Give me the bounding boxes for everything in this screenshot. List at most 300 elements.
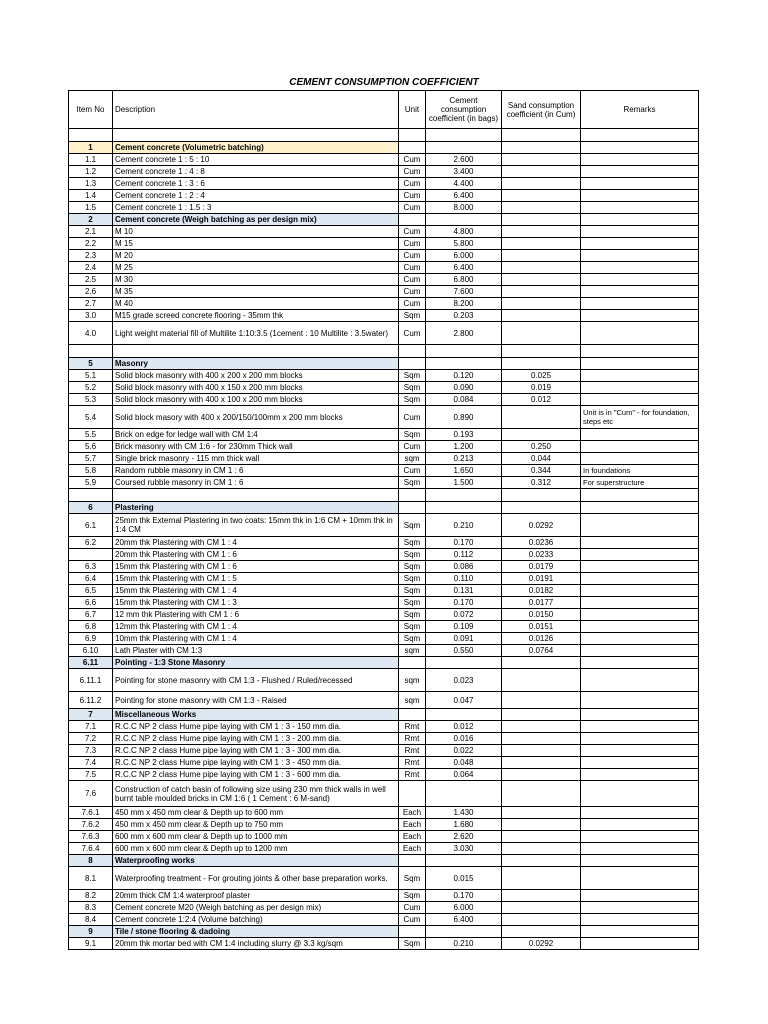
- cell-description: M15 grade screed concrete flooring - 35mm thk: [113, 310, 399, 322]
- cell-remarks: [581, 669, 699, 692]
- table-row: [69, 477, 699, 489]
- cell-item-no: 8.3: [69, 902, 113, 914]
- cell-unit: Sqm: [399, 394, 426, 406]
- table-row: [69, 226, 699, 238]
- cell-item-no: 5.6: [69, 441, 113, 453]
- cell-sand: [502, 926, 581, 938]
- cell-unit: Cum: [399, 166, 426, 178]
- cell-item-no: 6.1: [69, 514, 113, 537]
- cell-unit: Cum: [399, 298, 426, 310]
- cell-cement: 0.890: [426, 406, 502, 429]
- cell-item-no: 6.2: [69, 537, 113, 549]
- cell-description: M 15: [113, 238, 399, 250]
- table-row: [69, 831, 699, 843]
- cell-sand: [502, 855, 581, 867]
- table-row: [69, 250, 699, 262]
- cell-cement: 1.680: [426, 819, 502, 831]
- cell-item-no: 2.2: [69, 238, 113, 250]
- cell-item-no: 8.2: [69, 890, 113, 902]
- table-row: [69, 537, 699, 549]
- cell-item-no: 5.1: [69, 370, 113, 382]
- table-row: [69, 902, 699, 914]
- cell-cement: 0.090: [426, 382, 502, 394]
- cell-remarks: [581, 370, 699, 382]
- table-row: [69, 585, 699, 597]
- cell-unit: Cum: [399, 406, 426, 429]
- cell-description: Cement concrete 1 : 1.5 : 3: [113, 202, 399, 214]
- cell-description: 15mm thk Plastering with CM 1 : 5: [113, 573, 399, 585]
- cell-description: 450 mm x 450 mm clear & Depth up to 600 mm: [113, 807, 399, 819]
- cell-sand: [502, 902, 581, 914]
- cell-unit: Sqm: [399, 382, 426, 394]
- cell-item-no: 7.6.2: [69, 819, 113, 831]
- cell-sand: 0.0150: [502, 609, 581, 621]
- cell-description: 20mm thk mortar bed with CM 1:4 including slurry @ 3.3 kg/sqm: [113, 938, 399, 950]
- section-row: [69, 657, 699, 669]
- sheet-title: CEMENT CONSUMPTION COEFFICIENT: [289, 77, 479, 88]
- cell-unit: Each: [399, 831, 426, 843]
- cell-remarks: [581, 645, 699, 657]
- cell-sand: [502, 757, 581, 769]
- cell-description: 10mm thk Plastering with CM 1 : 4: [113, 633, 399, 645]
- cell-cement: 6.400: [426, 190, 502, 202]
- cell-cement: 0.048: [426, 757, 502, 769]
- cell-cement: 1.200: [426, 441, 502, 453]
- table-row: [69, 453, 699, 465]
- cell-cement: 8.000: [426, 202, 502, 214]
- cell-description: Lath Plaster with CM 1:3: [113, 645, 399, 657]
- table-row: [69, 310, 699, 322]
- cell-remarks: [581, 867, 699, 890]
- spacer-row: [69, 489, 699, 502]
- cell-item-no: 5.9: [69, 477, 113, 489]
- cell-remarks: [581, 819, 699, 831]
- cell-unit: [399, 129, 426, 142]
- cell-item-no: 7.1: [69, 721, 113, 733]
- cell-item-no: 7.6.1: [69, 807, 113, 819]
- cell-description: [113, 129, 399, 142]
- table-row: [69, 190, 699, 202]
- table-row: [69, 819, 699, 831]
- cell-sand: [502, 669, 581, 692]
- cell-unit: Sqm: [399, 514, 426, 537]
- cell-description: 15mm thk Plastering with CM 1 : 4: [113, 585, 399, 597]
- cell-item-no: 3.0: [69, 310, 113, 322]
- cell-sand: [502, 831, 581, 843]
- cell-sand: 0.025: [502, 370, 581, 382]
- cell-item-no: 2: [69, 214, 113, 226]
- cell-remarks: [581, 514, 699, 537]
- cell-cement: [426, 214, 502, 226]
- cell-unit: Sqm: [399, 429, 426, 441]
- table-row: [69, 745, 699, 757]
- cell-cement: 6.400: [426, 914, 502, 926]
- cell-item-no: 2.6: [69, 286, 113, 298]
- cell-remarks: [581, 429, 699, 441]
- cell-remarks: [581, 345, 699, 358]
- cell-unit: Each: [399, 807, 426, 819]
- cell-remarks: [581, 453, 699, 465]
- cell-unit: Rmt: [399, 721, 426, 733]
- cell-cement: 7.600: [426, 286, 502, 298]
- cell-sand: [502, 214, 581, 226]
- coefficient-table: [68, 90, 699, 950]
- cell-description: Cement concrete 1:2:4 (Volume batching): [113, 914, 399, 926]
- cell-description: Solid block masonry with 400 x 150 x 200 mm blocks: [113, 382, 399, 394]
- cell-description: Pointing for stone masonry with CM 1:3 - Raised: [113, 692, 399, 709]
- cell-item-no: 6.11: [69, 657, 113, 669]
- cell-unit: [399, 926, 426, 938]
- cell-item-no: 5.3: [69, 394, 113, 406]
- cell-item-no: 1.1: [69, 154, 113, 166]
- cell-remarks: [581, 843, 699, 855]
- cell-sand: [502, 166, 581, 178]
- cell-item-no: [69, 345, 113, 358]
- cell-item-no: 6.4: [69, 573, 113, 585]
- cell-unit: Cum: [399, 274, 426, 286]
- cell-remarks: [581, 262, 699, 274]
- cell-description: 20mm thk Plastering with CM 1 : 6: [113, 549, 399, 561]
- cell-description: R.C.C NP 2 class Hume pipe laying with CM 1 : 3 - 150 mm dia.: [113, 721, 399, 733]
- cell-item-no: 9: [69, 926, 113, 938]
- cell-item-no: 6.3: [69, 561, 113, 573]
- cell-unit: [399, 214, 426, 226]
- cell-cement: 0.170: [426, 597, 502, 609]
- table-row: [69, 609, 699, 621]
- header-row: [69, 91, 699, 129]
- cell-sand: [502, 914, 581, 926]
- table-row: [69, 286, 699, 298]
- cell-description: Pointing for stone masonry with CM 1:3 - Flushed / Ruled/recessed: [113, 669, 399, 692]
- cell-remarks: [581, 250, 699, 262]
- cell-item-no: 5.4: [69, 406, 113, 429]
- section-row: [69, 214, 699, 226]
- cell-unit: Cum: [399, 902, 426, 914]
- header-remarks: Remarks: [581, 91, 699, 129]
- cell-sand: 0.312: [502, 477, 581, 489]
- cell-unit: sqm: [399, 692, 426, 709]
- cell-description: Miscellaneous Works: [113, 709, 399, 721]
- cell-cement: 0.086: [426, 561, 502, 573]
- cell-cement: [426, 502, 502, 514]
- cell-unit: Rmt: [399, 757, 426, 769]
- cell-description: M 20: [113, 250, 399, 262]
- section-row: [69, 709, 699, 721]
- cell-cement: 4.800: [426, 226, 502, 238]
- table-row: [69, 441, 699, 453]
- cell-remarks: [581, 769, 699, 781]
- cell-item-no: 1.3: [69, 178, 113, 190]
- cell-remarks: [581, 298, 699, 310]
- cell-unit: Cum: [399, 178, 426, 190]
- cell-description: 600 mm x 600 mm clear & Depth up to 1000 mm: [113, 831, 399, 843]
- table-row: [69, 202, 699, 214]
- table-row: [69, 633, 699, 645]
- header-sand-coefficient: Sand consumption coefficient (in Cum): [502, 91, 581, 129]
- cell-cement: 4.400: [426, 178, 502, 190]
- cell-remarks: [581, 745, 699, 757]
- cell-remarks: [581, 274, 699, 286]
- cell-remarks: [581, 692, 699, 709]
- cell-item-no: 1.5: [69, 202, 113, 214]
- cell-item-no: 9.1: [69, 938, 113, 950]
- cell-unit: Sqm: [399, 370, 426, 382]
- cell-item-no: [69, 549, 113, 561]
- cell-description: Cement concrete M20 (Weigh batching as per design mix): [113, 902, 399, 914]
- cell-sand: [502, 807, 581, 819]
- cell-item-no: 7.6: [69, 781, 113, 807]
- table-body: [69, 129, 699, 950]
- cell-item-no: 6.11.2: [69, 692, 113, 709]
- table-row: [69, 733, 699, 745]
- cell-remarks: [581, 721, 699, 733]
- cell-remarks: [581, 609, 699, 621]
- cell-description: Masonry: [113, 358, 399, 370]
- cell-cement: 0.012: [426, 721, 502, 733]
- cell-unit: Sqm: [399, 609, 426, 621]
- cell-cement: [426, 489, 502, 502]
- cell-sand: [502, 657, 581, 669]
- cell-unit: Cum: [399, 226, 426, 238]
- cell-description: R.C.C NP 2 class Hume pipe laying with CM 1 : 3 - 600 mm dia.: [113, 769, 399, 781]
- cell-cement: [426, 358, 502, 370]
- cell-unit: Rmt: [399, 745, 426, 757]
- section-row: [69, 926, 699, 938]
- cell-unit: Sqm: [399, 633, 426, 645]
- cell-sand: [502, 781, 581, 807]
- table-row: [69, 769, 699, 781]
- cell-cement: [426, 345, 502, 358]
- cell-sand: [502, 358, 581, 370]
- cell-description: Solid block masory with 400 x 200/150/100mm x 200 mm blocks: [113, 406, 399, 429]
- cell-remarks: [581, 226, 699, 238]
- cell-description: Waterproofing treatment - For grouting joints & other base preparation works.: [113, 867, 399, 890]
- cell-description: [113, 345, 399, 358]
- cell-item-no: 1.2: [69, 166, 113, 178]
- table-row: [69, 514, 699, 537]
- cell-item-no: 6.9: [69, 633, 113, 645]
- cell-unit: [399, 489, 426, 502]
- cell-item-no: 2.5: [69, 274, 113, 286]
- table-row: [69, 721, 699, 733]
- table-row: [69, 429, 699, 441]
- cell-cement: 0.210: [426, 514, 502, 537]
- cell-item-no: 1.4: [69, 190, 113, 202]
- table-row: [69, 154, 699, 166]
- cell-unit: Sqm: [399, 537, 426, 549]
- cell-item-no: 5.8: [69, 465, 113, 477]
- cell-description: 600 mm x 600 mm clear & Depth up to 1200 mm: [113, 843, 399, 855]
- cell-remarks: [581, 382, 699, 394]
- cell-remarks: [581, 781, 699, 807]
- cell-description: 20mm thk Plastering with CM 1 : 4: [113, 537, 399, 549]
- cell-unit: Cum: [399, 441, 426, 453]
- cell-sand: 0.0236: [502, 537, 581, 549]
- cell-unit: [399, 358, 426, 370]
- cell-unit: Sqm: [399, 561, 426, 573]
- cell-description: Plastering: [113, 502, 399, 514]
- cell-remarks: [581, 757, 699, 769]
- table-row: [69, 938, 699, 950]
- table-row: [69, 573, 699, 585]
- cell-cement: 0.084: [426, 394, 502, 406]
- cell-sand: [502, 190, 581, 202]
- cell-item-no: 5: [69, 358, 113, 370]
- table-row: [69, 621, 699, 633]
- header-unit: Unit: [399, 91, 426, 129]
- table-row: [69, 274, 699, 286]
- cell-item-no: 6: [69, 502, 113, 514]
- cell-description: Solid block masonry with 400 x 200 x 200 mm blocks: [113, 370, 399, 382]
- cell-item-no: 2.4: [69, 262, 113, 274]
- cell-description: Brick masonry with CM 1:6 - for 230mm Thick wall: [113, 441, 399, 453]
- cell-unit: Cum: [399, 190, 426, 202]
- cell-description: Light weight material fill of Multilite 1:10:3.5 (1cement : 10 Multilite : 3.5water): [113, 322, 399, 345]
- cell-item-no: 5.5: [69, 429, 113, 441]
- cell-sand: 0.344: [502, 465, 581, 477]
- cell-unit: Sqm: [399, 621, 426, 633]
- table-row: [69, 867, 699, 890]
- cell-cement: [426, 855, 502, 867]
- cell-remarks: [581, 585, 699, 597]
- cell-cement: [426, 709, 502, 721]
- cell-description: Solid block masonry with 400 x 100 x 200 mm blocks: [113, 394, 399, 406]
- cell-item-no: 6.8: [69, 621, 113, 633]
- cell-cement: 0.064: [426, 769, 502, 781]
- cell-cement: 0.213: [426, 453, 502, 465]
- cell-unit: [399, 781, 426, 807]
- cell-sand: 0.0292: [502, 514, 581, 537]
- cell-description: M 35: [113, 286, 399, 298]
- cell-unit: Sqm: [399, 573, 426, 585]
- cell-description: 25mm thk External Plastering in two coats: 15mm thk in 1:6 CM + 10mm thk in 1:4 CM: [113, 514, 399, 537]
- cell-cement: 1.650: [426, 465, 502, 477]
- cell-remarks: [581, 855, 699, 867]
- cell-cement: 1.430: [426, 807, 502, 819]
- cell-item-no: 2.7: [69, 298, 113, 310]
- cell-sand: 0.0292: [502, 938, 581, 950]
- cell-item-no: 2.3: [69, 250, 113, 262]
- table-row: [69, 262, 699, 274]
- cell-cement: 0.203: [426, 310, 502, 322]
- cell-remarks: [581, 142, 699, 154]
- cell-description: Cement concrete 1 : 3 : 6: [113, 178, 399, 190]
- cell-item-no: 6.5: [69, 585, 113, 597]
- cell-item-no: [69, 129, 113, 142]
- cell-item-no: 7.6.3: [69, 831, 113, 843]
- cell-sand: 0.0182: [502, 585, 581, 597]
- cell-cement: 0.120: [426, 370, 502, 382]
- cell-remarks: [581, 322, 699, 345]
- cell-cement: 0.016: [426, 733, 502, 745]
- table-row: [69, 692, 699, 709]
- cell-description: M 10: [113, 226, 399, 238]
- section-row: [69, 855, 699, 867]
- cell-description: 450 mm x 450 mm clear & Depth up to 750 mm: [113, 819, 399, 831]
- cell-item-no: 5.2: [69, 382, 113, 394]
- cell-remarks: [581, 549, 699, 561]
- cell-sand: [502, 692, 581, 709]
- cell-item-no: 7.4: [69, 757, 113, 769]
- cell-description: Coursed rubble masonry in CM 1 : 6: [113, 477, 399, 489]
- cell-unit: sqm: [399, 645, 426, 657]
- cell-unit: Cum: [399, 238, 426, 250]
- cell-item-no: 2.1: [69, 226, 113, 238]
- cell-sand: 0.0126: [502, 633, 581, 645]
- cell-item-no: 8.1: [69, 867, 113, 890]
- cell-remarks: [581, 154, 699, 166]
- table-row: [69, 669, 699, 692]
- table-row: [69, 394, 699, 406]
- cell-cement: 0.210: [426, 938, 502, 950]
- cell-item-no: 7.3: [69, 745, 113, 757]
- cell-item-no: 7: [69, 709, 113, 721]
- table-row: [69, 370, 699, 382]
- cell-sand: [502, 406, 581, 429]
- cell-sand: [502, 154, 581, 166]
- table-row: [69, 238, 699, 250]
- table-row: [69, 890, 699, 902]
- cell-item-no: 6.6: [69, 597, 113, 609]
- cell-description: Tile / stone flooring & dadoing: [113, 926, 399, 938]
- cell-unit: [399, 855, 426, 867]
- cell-sand: [502, 867, 581, 890]
- spacer-row: [69, 129, 699, 142]
- cell-unit: Sqm: [399, 310, 426, 322]
- cell-remarks: [581, 807, 699, 819]
- cell-unit: [399, 142, 426, 154]
- table-row: [69, 807, 699, 819]
- cell-remarks: [581, 902, 699, 914]
- cell-unit: sqm: [399, 669, 426, 692]
- cell-description: M 25: [113, 262, 399, 274]
- cell-cement: 1.500: [426, 477, 502, 489]
- cell-unit: Cum: [399, 250, 426, 262]
- cell-cement: 0.550: [426, 645, 502, 657]
- cell-sand: [502, 890, 581, 902]
- cell-cement: 0.193: [426, 429, 502, 441]
- cell-cement: 6.400: [426, 262, 502, 274]
- cell-sand: [502, 202, 581, 214]
- cell-description: Cement concrete 1 : 5 : 10: [113, 154, 399, 166]
- cell-unit: [399, 709, 426, 721]
- cell-remarks: [581, 358, 699, 370]
- cell-sand: [502, 721, 581, 733]
- cell-cement: 3.030: [426, 843, 502, 855]
- cell-item-no: 7.2: [69, 733, 113, 745]
- cell-sand: [502, 129, 581, 142]
- cell-remarks: [581, 890, 699, 902]
- cell-description: Cement concrete (Weigh batching as per design mix): [113, 214, 399, 226]
- cell-unit: Cum: [399, 154, 426, 166]
- cell-remarks: [581, 394, 699, 406]
- cell-description: R.C.C NP 2 class Hume pipe laying with CM 1 : 3 - 300 mm dia.: [113, 745, 399, 757]
- cell-remarks: Unit is in "Cum" - for foundation, steps etc: [581, 406, 699, 429]
- cell-item-no: 6.11.1: [69, 669, 113, 692]
- cell-cement: [426, 781, 502, 807]
- cell-remarks: [581, 926, 699, 938]
- cell-remarks: [581, 178, 699, 190]
- cell-cement: [426, 129, 502, 142]
- cell-cement: [426, 142, 502, 154]
- cell-remarks: [581, 657, 699, 669]
- cell-remarks: [581, 238, 699, 250]
- cell-cement: [426, 657, 502, 669]
- cell-sand: [502, 769, 581, 781]
- cell-sand: [502, 489, 581, 502]
- cell-sand: [502, 226, 581, 238]
- cell-unit: Each: [399, 819, 426, 831]
